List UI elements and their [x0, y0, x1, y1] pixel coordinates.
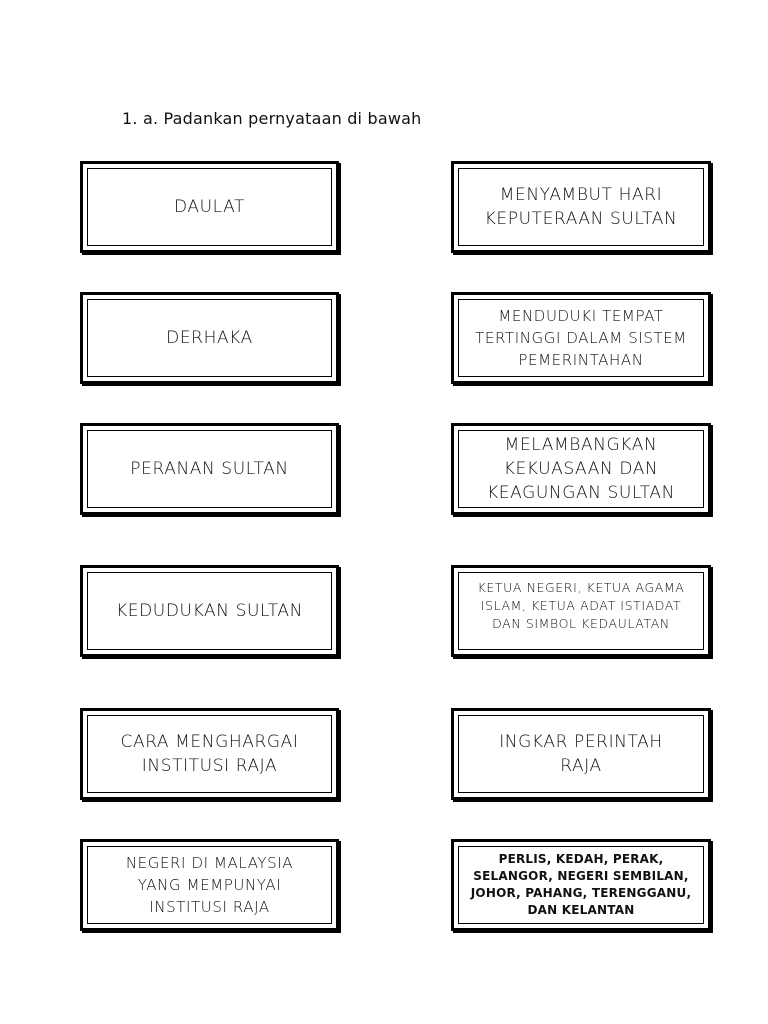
- right-card-text: MENDUDUKI TEMPAT TERTINGGI DALAM SISTEM PEMERINTAHAN: [475, 307, 687, 369]
- right-card-text: KETUA NEGERI, KETUA AGAMA ISLAM, KETUA ADAT ISTIADAT DAN SIMBOL KEDAULATAN: [477, 580, 685, 631]
- question-heading: 1. a. Padankan pernyataan di bawah: [122, 109, 422, 128]
- left-card-text: DERHAKA: [166, 328, 253, 348]
- left-card-negeri-institusi-raja[interactable]: [80, 839, 339, 931]
- right-card-text: INGKAR PERINTAH RAJA: [499, 732, 663, 776]
- left-card-frame: [87, 572, 332, 650]
- left-card-frame: [87, 430, 332, 508]
- left-card-text: DAULAT: [173, 197, 246, 217]
- right-card-senarai-negeri[interactable]: [451, 839, 711, 931]
- right-card-menyambut-hari-keputeraan[interactable]: [451, 161, 711, 253]
- right-card-frame: [458, 715, 704, 793]
- left-card-derhaka[interactable]: [80, 292, 339, 384]
- left-card-frame: [87, 168, 332, 246]
- left-card-frame: [87, 715, 332, 793]
- right-card-text: MENYAMBUT HARI KEPUTERAAN SULTAN: [484, 185, 678, 229]
- right-card-frame: [458, 168, 704, 246]
- right-card-frame: [458, 299, 704, 377]
- right-card-text: MELAMBANGKAN KEKUASAAN DAN KEAGUNGAN SULTAN: [487, 435, 675, 503]
- right-card-ketua-negeri[interactable]: [451, 565, 711, 657]
- left-card-kedudukan-sultan[interactable]: [80, 565, 339, 657]
- right-card-text: PERLIS, KEDAH, PERAK, SELANGOR, NEGERI SEMBILAN, JOHOR, PAHANG, TERENGGANU, DAN KELANTAN: [470, 852, 692, 917]
- right-card-frame: [458, 572, 704, 650]
- right-card-frame: [458, 846, 704, 924]
- left-card-text: PERANAN SULTAN: [130, 459, 289, 479]
- left-card-text: NEGERI DI MALAYSIA YANG MEMPUNYAI INSTITUSI RAJA: [125, 854, 294, 916]
- left-card-frame: [87, 299, 332, 377]
- left-card-cara-menghargai[interactable]: [80, 708, 339, 800]
- left-card-daulat[interactable]: [80, 161, 339, 253]
- right-card-melambangkan-kekuasaan[interactable]: [451, 423, 711, 515]
- right-card-frame: [458, 430, 704, 508]
- right-card-menduduki-tempat-tertinggi[interactable]: [451, 292, 711, 384]
- left-card-peranan-sultan[interactable]: [80, 423, 339, 515]
- right-card-ingkar-perintah-raja[interactable]: [451, 708, 711, 800]
- left-card-frame: [87, 846, 332, 924]
- left-card-text: CARA MENGHARGAI INSTITUSI RAJA: [120, 732, 299, 776]
- left-card-text: KEDUDUKAN SULTAN: [116, 601, 303, 621]
